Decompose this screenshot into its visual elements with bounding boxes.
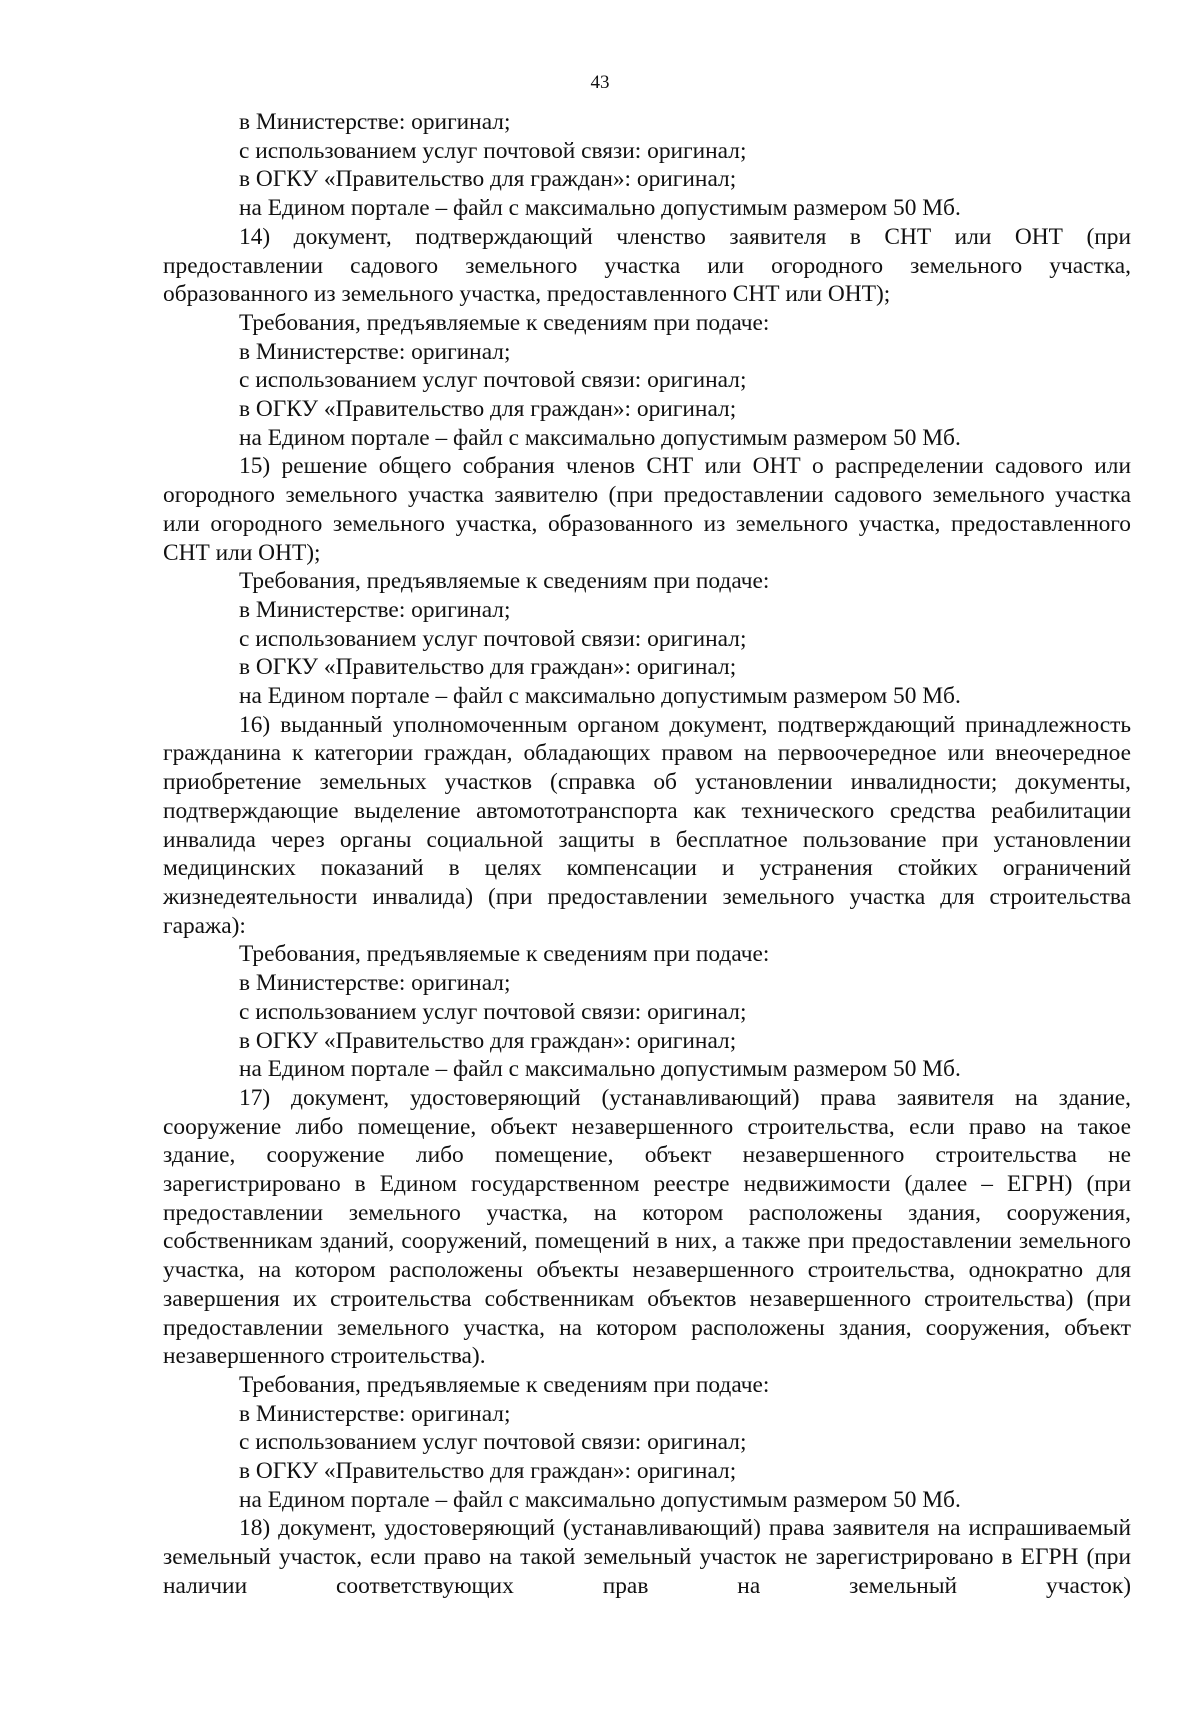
requirement-line: в Министерстве: оригинал; bbox=[239, 596, 511, 623]
requirement-line: в ОГКУ «Правительство для граждан»: оригинал; bbox=[239, 166, 737, 193]
numbered-paragraph: 14) документ, подтверждающий членство заявителя в СНТ или ОНТ (при предоставлении садового земельного участка или огородного земельного участка, образованного из земельного участка, предоставленного СНТ или ОНТ); bbox=[163, 223, 1131, 308]
requirement-line: с использованием услуг почтовой связи: оригинал; bbox=[239, 367, 747, 394]
document-body bbox=[163, 108, 1131, 1601]
requirement-line: на Едином портале – файл с максимально допустимым размером 50 Мб. bbox=[239, 1056, 961, 1083]
requirement-line: Требования, предъявляемые к сведениям при подаче: bbox=[239, 941, 770, 968]
requirement-line: на Едином портале – файл с максимально допустимым размером 50 Мб. bbox=[239, 424, 961, 451]
requirement-line: в ОГКУ «Правительство для граждан»: оригинал; bbox=[239, 1458, 737, 1485]
page-number: 43 bbox=[590, 72, 610, 93]
requirement-line: Требования, предъявляемые к сведениям при подаче: bbox=[239, 309, 770, 336]
requirement-line: в Министерстве: оригинал; bbox=[239, 970, 511, 997]
numbered-paragraph: 18) документ, удостоверяющий (устанавливающий) права заявителя на испрашиваемый земельный участок, если право на такой земельный участок не зарегистрировано в ЕГРН (при наличии соответствующих прав на земельный участок) bbox=[163, 1515, 1131, 1599]
requirement-line: на Едином портале – файл с максимально допустимым размером 50 Мб. bbox=[239, 195, 961, 222]
requirement-line: в Министерстве: оригинал; bbox=[239, 338, 511, 365]
requirement-line: Требования, предъявляемые к сведениям при подаче: bbox=[239, 1371, 770, 1398]
requirement-line: с использованием услуг почтовой связи: оригинал; bbox=[239, 1429, 747, 1456]
requirement-line: в ОГКУ «Правительство для граждан»: оригинал; bbox=[239, 654, 737, 681]
requirement-line: Требования, предъявляемые к сведениям при подаче: bbox=[239, 568, 770, 595]
requirement-line: с использованием услуг почтовой связи: оригинал; bbox=[239, 625, 747, 652]
requirement-line: с использованием услуг почтовой связи: оригинал; bbox=[239, 998, 747, 1025]
requirement-line: в Министерстве: оригинал; bbox=[239, 109, 511, 135]
requirement-line: на Едином портале – файл с максимально допустимым размером 50 Мб. bbox=[239, 1486, 961, 1513]
numbered-paragraph: 16) выданный уполномоченным органом документ, подтверждающий принадлежность гражданина к категории граждан, обладающих правом на первоочередное или внеочередное приобретение земельных участков (справка об установлении инвалидности; документы, подтверждающие выделение автомототранспорта как технического средства реабилитации инвалида через органы социальной защиты в бесплатное пользование при установлении медицинских показаний в целях компенсации и устранения стойких ограничений жизнедеятельности инвалида) (при предоставлении земельного участка для строительства гаража): bbox=[163, 711, 1131, 939]
numbered-paragraph: 15) решение общего собрания членов СНТ или ОНТ о распределении садового или огородного земельного участка заявителю (при предоставлении садового земельного участка или огородного земельного участка, образованного из земельного участка, предоставленного СНТ или ОНТ); bbox=[163, 453, 1131, 566]
requirement-line: в ОГКУ «Правительство для граждан»: оригинал; bbox=[239, 1027, 737, 1054]
numbered-paragraph: 17) документ, удостоверяющий (устанавливающий) права заявителя на здание, сооружение либо помещение, объект незавершенного строительства, если право на такое здание, сооружение либо помещение, объект незавершенного строительства не зарегистрировано в Едином государственном реестре недвижимости (далее – ЕГРН) (при предоставлении земельного участка, на котором расположены здания, сооружения, собственникам зданий, сооружений, помещений в них, а также при предоставлении земельного участка, на котором расположены объекты незавершенного строительства, однократно для завершения их строительства собственникам объектов незавершенного строительства) (при предоставлении земельного участка, на котором расположены здания, сооружения, объект незавершенного строительства). bbox=[163, 1084, 1131, 1370]
requirement-line: в ОГКУ «Правительство для граждан»: оригинал; bbox=[239, 396, 737, 423]
requirement-line: в Министерстве: оригинал; bbox=[239, 1400, 511, 1427]
requirement-line: с использованием услуг почтовой связи: оригинал; bbox=[239, 137, 747, 164]
requirement-line: на Едином портале – файл с максимально допустимым размером 50 Мб. bbox=[239, 683, 961, 710]
